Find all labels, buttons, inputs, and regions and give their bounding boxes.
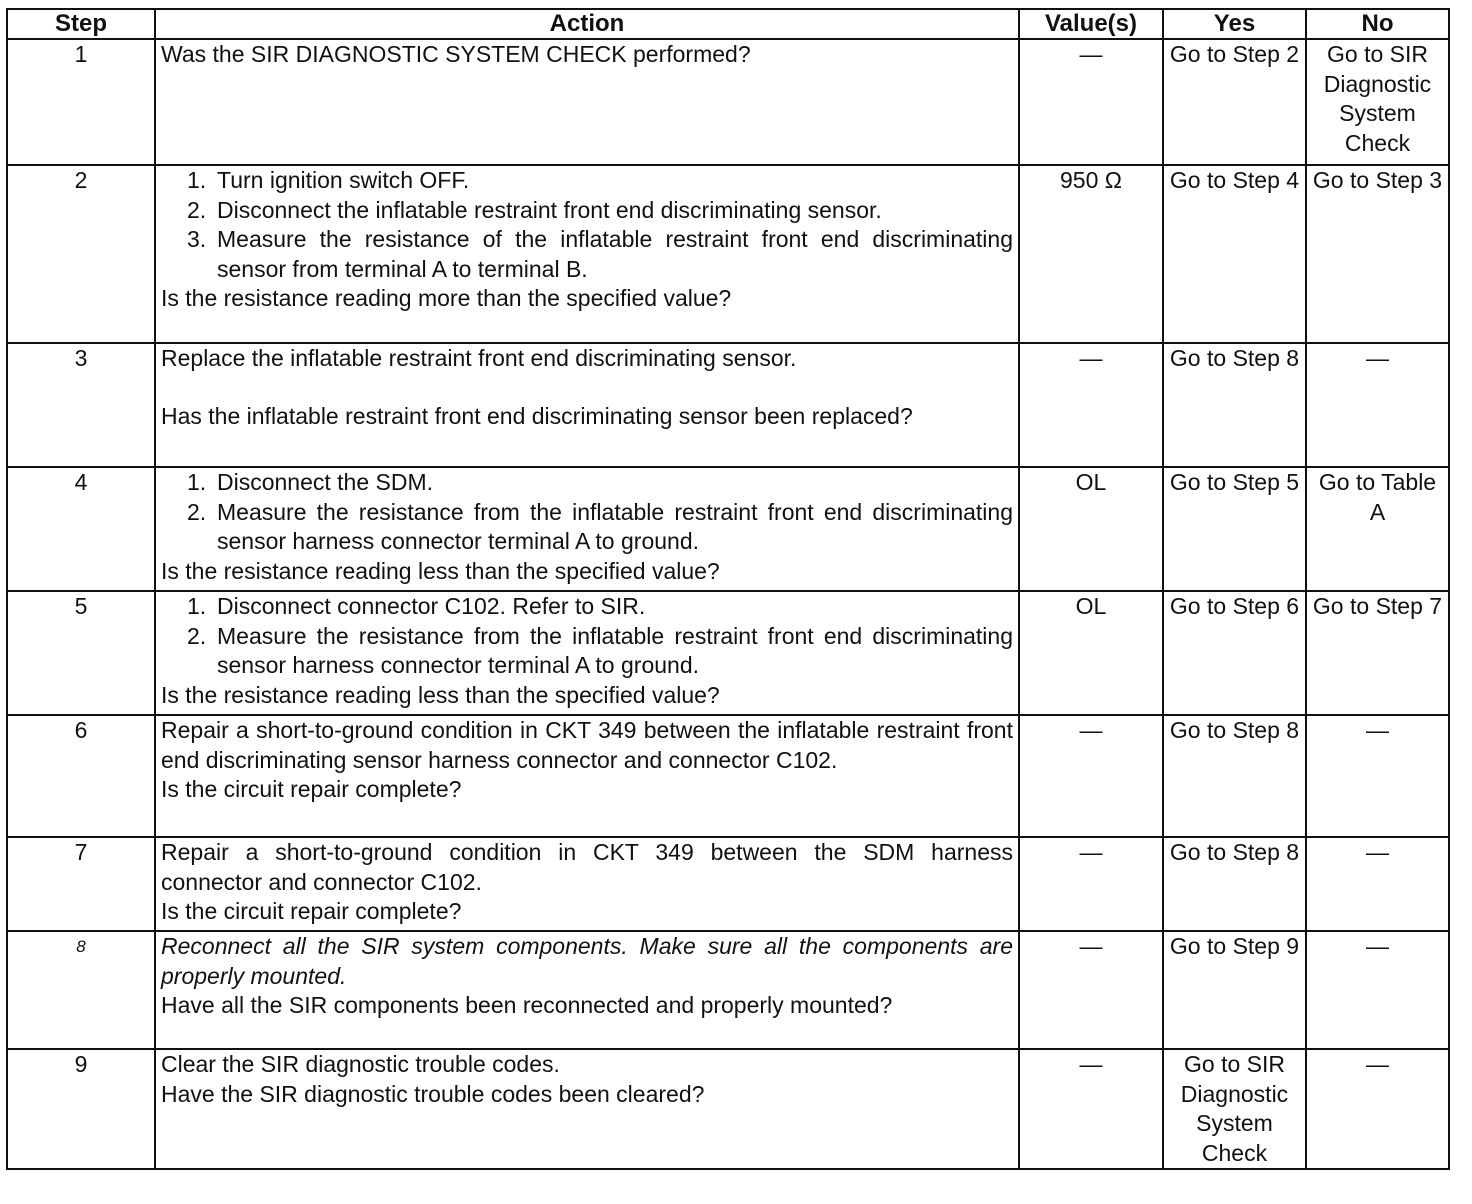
action-text: Replace the inflatable restraint front end discriminating sensor.: [161, 345, 797, 371]
action-question: Is the circuit repair complete?: [161, 898, 462, 924]
step-number: 6: [7, 715, 155, 837]
action-question: Is the resistance reading more than the specified value?: [161, 285, 732, 311]
action-list: [161, 592, 1013, 681]
no-cell: Go to Table A: [1306, 467, 1449, 591]
action-cell: [155, 1049, 1019, 1169]
value-cell: OL: [1019, 467, 1163, 591]
step-number: 2: [7, 165, 155, 343]
action-list: [161, 166, 1013, 284]
table-row: [7, 1049, 1449, 1169]
action-question: Have the SIR diagnostic trouble codes been cleared?: [161, 1080, 705, 1107]
step-number: 9: [7, 1049, 155, 1169]
no-cell: —: [1306, 1049, 1449, 1169]
yes-cell: Go to Step 8: [1163, 343, 1306, 467]
table-row: [7, 931, 1449, 1049]
action-text: Was the SIR DIAGNOSTIC SYSTEM CHECK performed?: [161, 41, 751, 67]
yes-cell: Go to Step 4: [1163, 165, 1306, 343]
action-cell: [155, 931, 1019, 1049]
table-row: [7, 165, 1449, 343]
yes-cell: Go to Step 8: [1163, 715, 1306, 837]
no-cell: Go to Step 7: [1306, 591, 1449, 715]
yes-cell: Go to Step 8: [1163, 837, 1306, 931]
diagnostic-table: [6, 8, 1450, 1170]
yes-cell: Go to Step 6: [1163, 591, 1306, 715]
no-cell: —: [1306, 715, 1449, 837]
action-list-item: 2. Measure the resistance from the inflatable restraint front end discriminating sensor harness connector terminal A to ground.: [187, 498, 1013, 554]
step-number: 3: [7, 343, 155, 467]
value-cell: —: [1019, 715, 1163, 837]
header-no: No: [1306, 9, 1449, 39]
action-question: Is the resistance reading less than the specified value?: [161, 557, 720, 584]
value-cell: —: [1019, 39, 1163, 165]
no-cell: Go to Step 3: [1306, 165, 1449, 343]
action-list-item: 1. Disconnect connector C102. Refer to SIR.: [187, 593, 646, 619]
action-list-item: 1. Disconnect the SDM.: [187, 469, 434, 495]
step-number: 8: [7, 931, 155, 1049]
table-row: [7, 837, 1449, 931]
yes-cell: Go to SIR Diagnostic System Check: [1163, 1049, 1306, 1169]
action-question: Is the resistance reading less than the specified value?: [161, 681, 720, 708]
table-row: [7, 343, 1449, 467]
value-cell: OL: [1019, 591, 1163, 715]
action-cell: [155, 837, 1019, 931]
action-list-item: 3. Measure the resistance of the inflatable restraint front end discriminating sensor from terminal A to terminal B.: [187, 226, 1013, 282]
value-cell: —: [1019, 1049, 1163, 1169]
no-cell: —: [1306, 343, 1449, 467]
step-number: 5: [7, 591, 155, 715]
header-values: Value(s): [1019, 9, 1163, 39]
step-number: 7: [7, 837, 155, 931]
action-cell: [155, 467, 1019, 591]
yes-cell: Go to Step 5: [1163, 467, 1306, 591]
header-step: Step: [7, 9, 155, 39]
action-list-item: 2. Measure the resistance from the inflatable restraint front end discriminating sensor harness connector terminal A to ground.: [187, 622, 1013, 678]
step-number: 4: [7, 467, 155, 591]
action-question: Has the inflatable restraint front end discriminating sensor been replaced?: [161, 402, 913, 429]
action-text: Repair a short-to-ground condition in CKT 349 between the inflatable restraint front end discriminating sensor harness connector and connector C102.: [161, 717, 1013, 773]
table-row: [7, 39, 1449, 165]
table-row: [7, 715, 1449, 837]
no-cell: —: [1306, 837, 1449, 931]
no-cell: Go to SIR Diagnostic System Check: [1306, 39, 1449, 165]
value-cell: —: [1019, 343, 1163, 467]
table-row: [7, 591, 1449, 715]
step-number: 1: [7, 39, 155, 165]
paragraph-gap: [161, 374, 1013, 402]
table-header-row: [7, 9, 1449, 39]
action-text: Clear the SIR diagnostic trouble codes.: [161, 1051, 560, 1077]
header-action: Action: [155, 9, 1019, 39]
action-cell: [155, 591, 1019, 715]
action-cell: [155, 39, 1019, 165]
action-cell: [155, 343, 1019, 467]
header-yes: Yes: [1163, 9, 1306, 39]
yes-cell: Go to Step 2: [1163, 39, 1306, 165]
table-row: [7, 467, 1449, 591]
action-list-item: 1. Turn ignition switch OFF.: [187, 167, 470, 193]
value-cell: —: [1019, 931, 1163, 1049]
value-cell: —: [1019, 837, 1163, 931]
action-list-item: 2. Disconnect the inflatable restraint front end discriminating sensor.: [187, 196, 882, 223]
action-list: [161, 468, 1013, 557]
value-cell: 950 Ω: [1019, 165, 1163, 343]
diagnostic-table-page: [6, 8, 1448, 1194]
no-cell: —: [1306, 931, 1449, 1049]
action-text: Repair a short-to-ground condition in CKT 349 between the SDM harness connector and connector C102.: [161, 839, 1013, 895]
action-question: Is the circuit repair complete?: [161, 776, 462, 802]
action-cell: [155, 165, 1019, 343]
action-question: Have all the SIR components been reconnected and properly mounted?: [161, 992, 893, 1018]
action-cell: [155, 715, 1019, 837]
yes-cell: Go to Step 9: [1163, 931, 1306, 1049]
action-text: Reconnect all the SIR system components. Make sure all the components are properly mounted.: [161, 933, 1013, 989]
